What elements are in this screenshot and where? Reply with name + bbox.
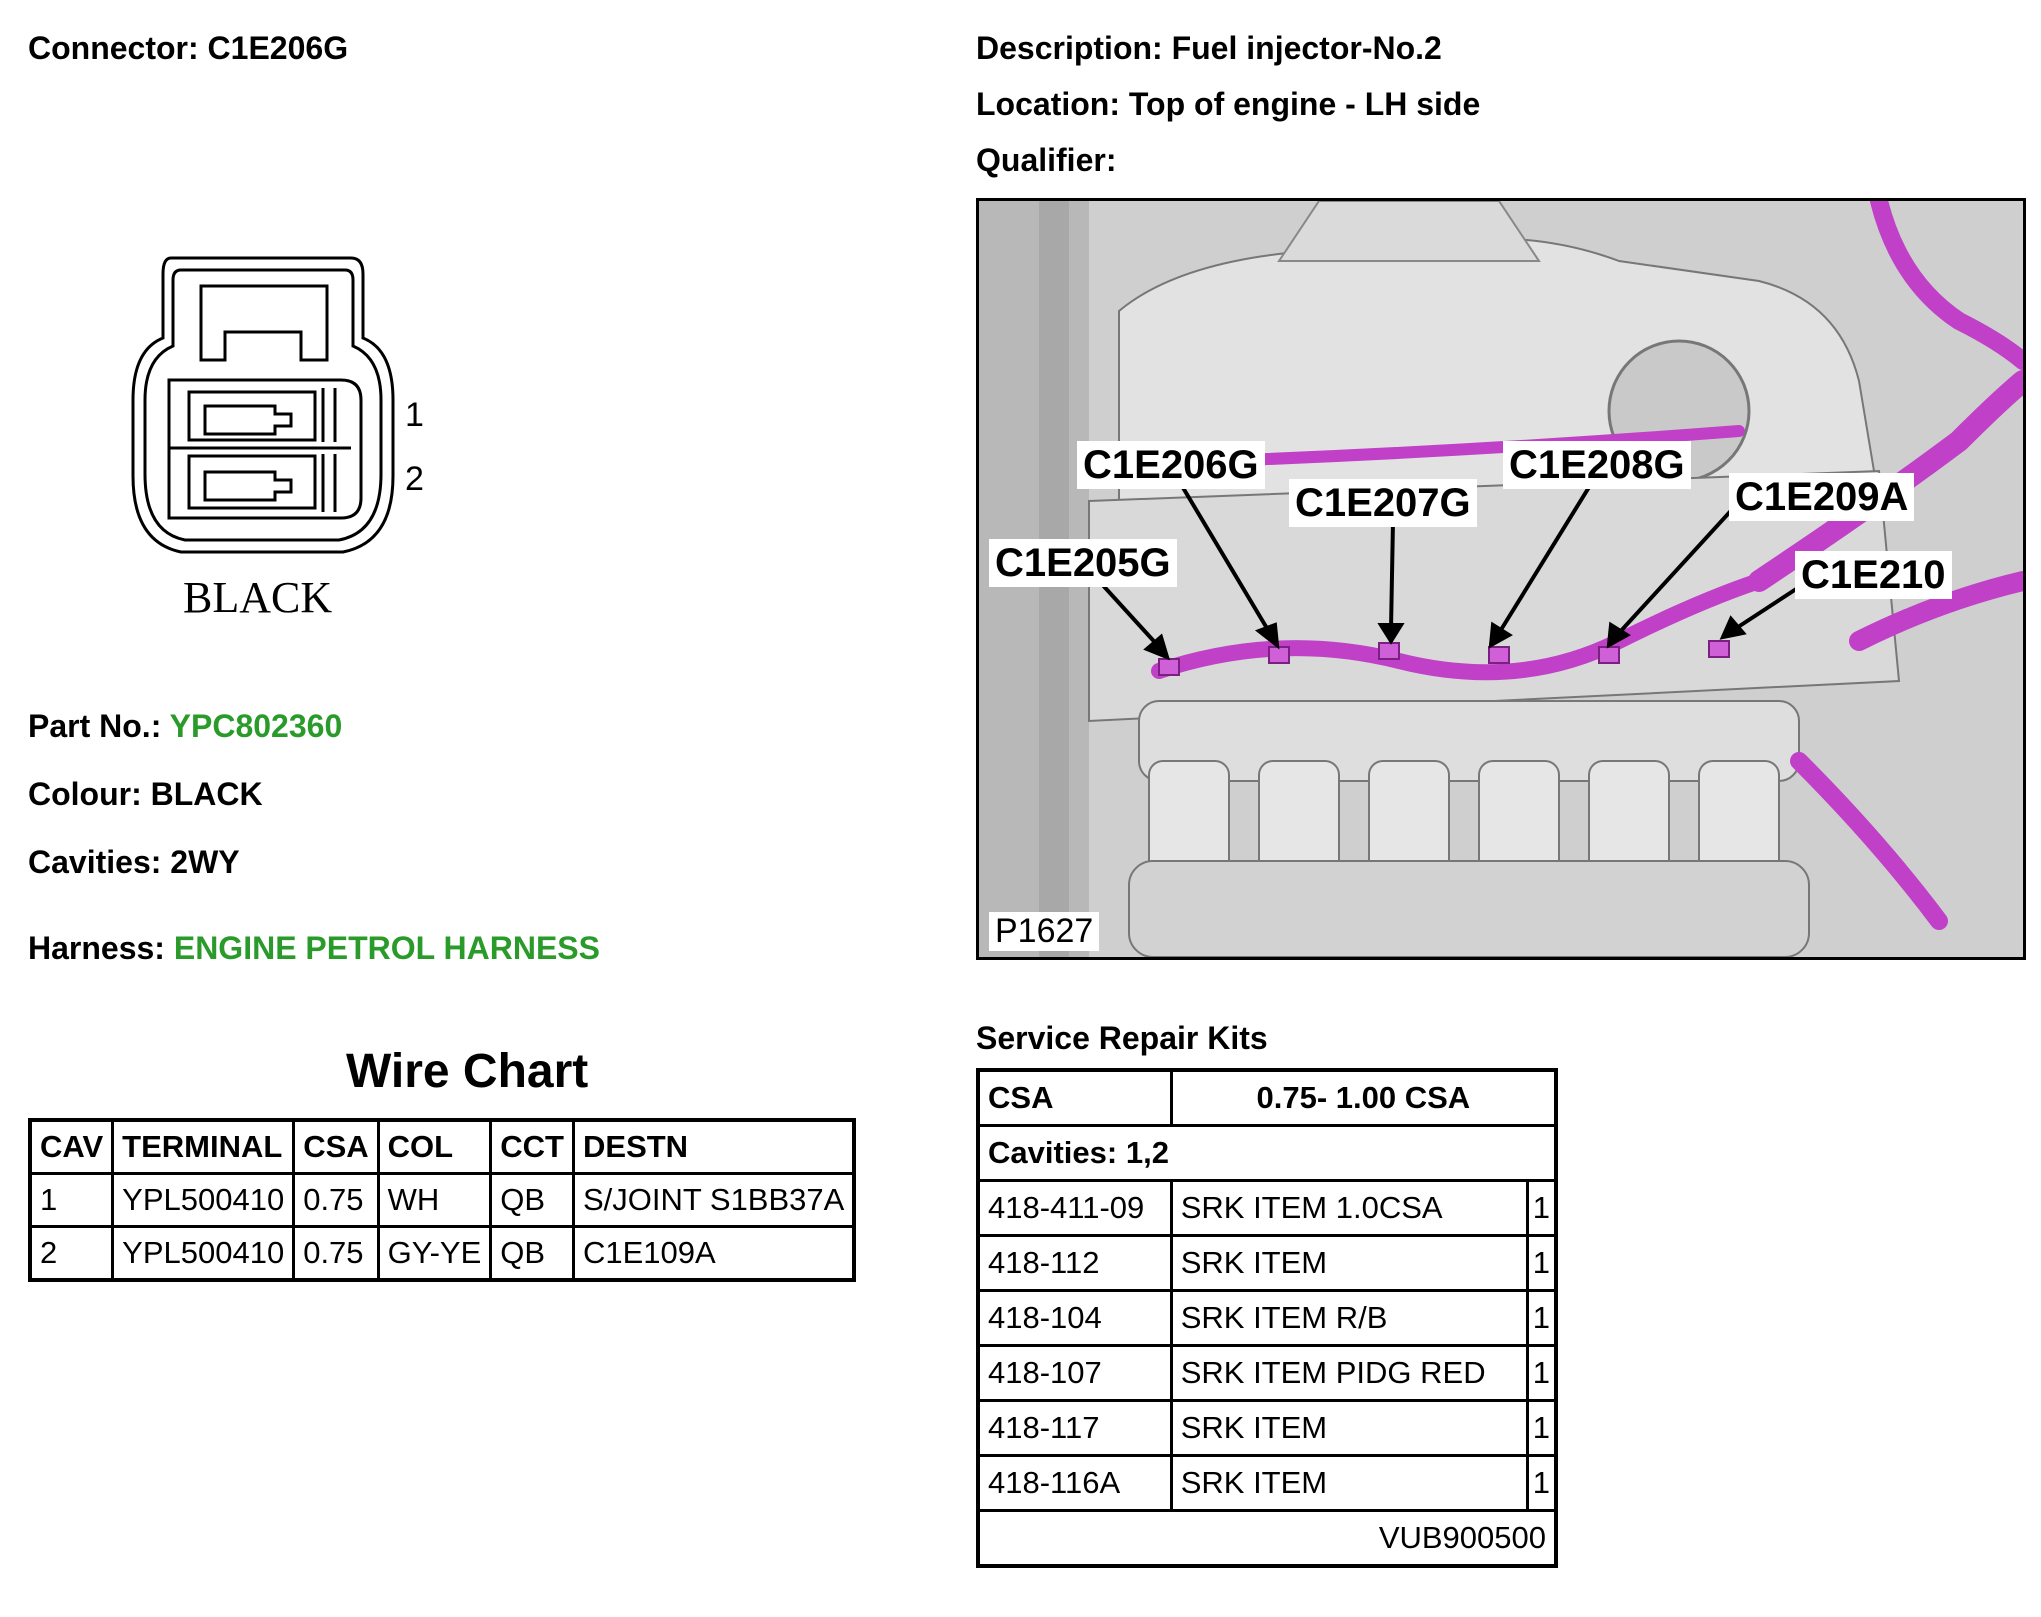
header-destn: DESTN	[574, 1120, 855, 1174]
cell-destn: S/JOINT S1BB37A	[574, 1174, 855, 1227]
wire-chart-header-row	[30, 1120, 854, 1174]
callout-c1e206g: C1E206G	[1077, 441, 1265, 489]
srk-cavities: Cavities: 1,2	[978, 1126, 1556, 1181]
srk-qty: 1	[1527, 1401, 1556, 1456]
srk-qty: 1	[1527, 1346, 1556, 1401]
srk-title: Service Repair Kits	[976, 1020, 1268, 1056]
pin-1-number: 1	[405, 396, 424, 434]
header-cct: CCT	[491, 1120, 574, 1174]
callout-c1e207g: C1E207G	[1289, 479, 1477, 527]
srk-kit-number: VUB900500	[978, 1511, 1556, 1567]
cavities-line	[28, 844, 240, 881]
table-row	[30, 1174, 854, 1227]
srk-csa-row	[978, 1070, 1556, 1126]
srk-part: 418-104	[978, 1291, 1171, 1346]
pin-2-number: 2	[405, 460, 424, 498]
callout-c1e208g: C1E208G	[1503, 441, 1691, 489]
cavities-value: 2WY	[170, 844, 240, 880]
table-row	[978, 1291, 1556, 1346]
table-row	[978, 1346, 1556, 1401]
connector-heading	[28, 30, 348, 67]
cell-cct: QB	[491, 1174, 574, 1227]
connector-face-diagram	[125, 250, 465, 630]
connector-label: Connector:	[28, 30, 199, 66]
table-row	[30, 1227, 854, 1281]
harness-line	[28, 930, 600, 967]
cell-cav: 1	[30, 1174, 113, 1227]
cell-col: GY-YE	[378, 1227, 491, 1281]
srk-csa-value: 0.75- 1.00 CSA	[1171, 1070, 1556, 1126]
table-row	[978, 1401, 1556, 1456]
cell-csa: 0.75	[294, 1227, 378, 1281]
srk-kit-row	[978, 1511, 1556, 1567]
location-value: Top of engine - LH side	[1128, 86, 1481, 122]
colour-label: Colour:	[28, 776, 142, 812]
srk-csa-label: CSA	[978, 1070, 1171, 1126]
description-label: Description:	[976, 30, 1163, 66]
srk-table	[976, 1068, 1558, 1568]
engine-location-image	[976, 198, 2026, 960]
colour-value: BLACK	[150, 776, 263, 812]
cell-destn: C1E109A	[574, 1227, 855, 1281]
srk-cavities-row	[978, 1126, 1556, 1181]
srk-qty: 1	[1527, 1456, 1556, 1511]
srk-desc: SRK ITEM PIDG RED	[1171, 1346, 1527, 1401]
srk-qty: 1	[1527, 1291, 1556, 1346]
image-id-label: P1627	[989, 912, 1099, 951]
connector-value: C1E206G	[207, 30, 349, 66]
connector-colour-text: BLACK	[183, 573, 333, 622]
qualifier-line	[976, 142, 1116, 179]
harness-link[interactable]: ENGINE PETROL HARNESS	[173, 930, 600, 966]
table-row	[978, 1181, 1556, 1236]
header-terminal: TERMINAL	[113, 1120, 294, 1174]
srk-desc: SRK ITEM	[1171, 1236, 1527, 1291]
cell-col: WH	[378, 1174, 491, 1227]
part-number-label: Part No.:	[28, 708, 162, 744]
part-number-link[interactable]: YPC802360	[169, 708, 343, 744]
srk-part: 418-411-09	[978, 1181, 1171, 1236]
colour-line	[28, 776, 263, 813]
cell-terminal: YPL500410	[113, 1174, 294, 1227]
srk-qty: 1	[1527, 1181, 1556, 1236]
srk-desc: SRK ITEM R/B	[1171, 1291, 1527, 1346]
cell-csa: 0.75	[294, 1174, 378, 1227]
srk-part: 418-107	[978, 1346, 1171, 1401]
cell-terminal: YPL500410	[113, 1227, 294, 1281]
callout-c1e210: C1E210	[1795, 551, 1952, 599]
cell-cct: QB	[491, 1227, 574, 1281]
cell-cav: 2	[30, 1227, 113, 1281]
callout-c1e205g: C1E205G	[989, 539, 1177, 587]
location-label: Location:	[976, 86, 1120, 122]
wire-chart-table	[28, 1118, 856, 1282]
table-row	[978, 1456, 1556, 1511]
header-col: COL	[378, 1120, 491, 1174]
cavities-label: Cavities:	[28, 844, 162, 880]
srk-desc: SRK ITEM	[1171, 1456, 1527, 1511]
srk-part: 418-116A	[978, 1456, 1171, 1511]
qualifier-label: Qualifier:	[976, 142, 1117, 178]
callout-c1e209a: C1E209A	[1729, 473, 1914, 521]
location-line	[976, 86, 1480, 123]
header-cav: CAV	[30, 1120, 113, 1174]
description-line	[976, 30, 1442, 67]
part-number-line	[28, 708, 342, 745]
srk-part: 418-117	[978, 1401, 1171, 1456]
srk-desc: SRK ITEM 1.0CSA	[1171, 1181, 1527, 1236]
table-row	[978, 1236, 1556, 1291]
srk-desc: SRK ITEM	[1171, 1401, 1527, 1456]
wire-chart-title: Wire Chart	[346, 1045, 589, 1098]
srk-qty: 1	[1527, 1236, 1556, 1291]
header-csa: CSA	[294, 1120, 378, 1174]
description-value: Fuel injector-No.2	[1171, 30, 1442, 66]
srk-part: 418-112	[978, 1236, 1171, 1291]
harness-label: Harness:	[28, 930, 165, 966]
